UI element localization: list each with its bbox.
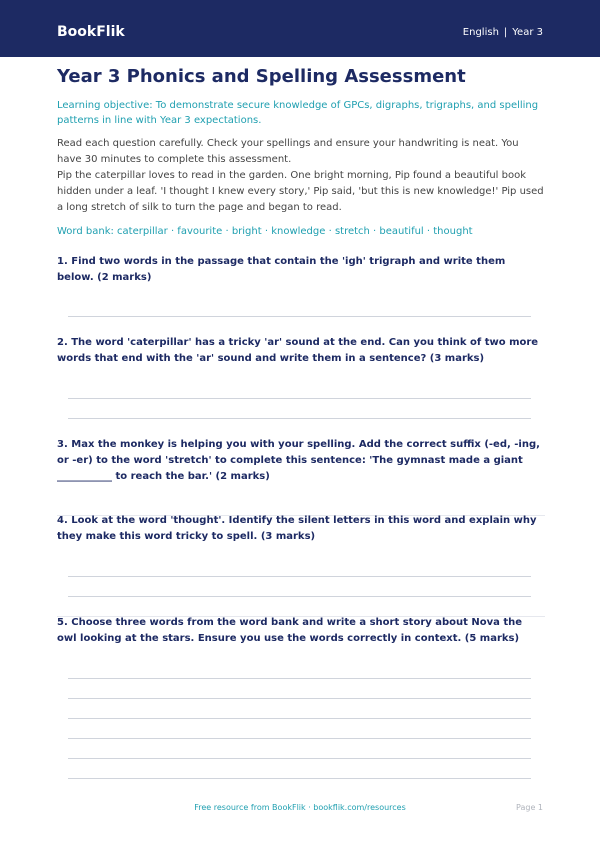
reading-passage: Pip the caterpillar loves to read in the garden. One bright morning, Pip found a beautiful book hidden under a leaf. 'I thought I knew every story,' Pip said, 'but this is new knowledge!' Pip used a long stretch of silk to turn the page and began to read. [57,170,544,213]
answer-line-q5-5[interactable] [68,758,531,759]
header-meta [463,26,543,40]
answer-line-q5-3[interactable] [68,718,531,719]
word-bank: Word bank: caterpillar · favourite · bright · knowledge · stretch · beautiful · thought [57,226,473,237]
answer-line-q5-2[interactable] [68,698,531,699]
question-5: 5. Choose three words from the word bank and write a short story about Nova the owl looking at the stars. Ensure you use the words correctly in context. (5 marks) [57,617,523,644]
footer-link[interactable]: Free resource from BookFlik · bookflik.com/resources [194,803,406,812]
page-title: Year 3 Phonics and Spelling Assessment [57,66,466,87]
year-label: Year 3 [512,27,543,38]
answer-line-q5-4[interactable] [68,738,531,739]
question-2: 2. The word 'caterpillar' has a tricky 'ar' sound at the end. Can you think of two more words that end with the 'ar' sound and write them in a sentence? (3 marks) [57,337,539,364]
question-4: 4. Look at the word 'thought'. Identify the silent letters in this word and explain why they make this word tricky to spell. (3 marks) [57,515,537,542]
answer-line-q5-6[interactable] [68,778,531,779]
page-number: Page 1 [516,803,543,812]
answer-line-q4-2[interactable] [68,596,531,597]
answer-line-q2-1[interactable] [68,398,531,399]
subject-label: English [462,27,499,38]
answer-line-q2-2[interactable] [68,418,531,419]
answer-line-q4-1[interactable] [68,576,531,577]
learning-objective: Learning objective: To demonstrate secure knowledge of GPCs, digraphs, trigraphs, and spelling patterns in line with Year 3 expectations. [57,100,539,126]
answer-line-q1-1[interactable] [68,316,531,317]
question-3: 3. Max the monkey is helping you with your spelling. Add the correct suffix (-ed, -ing, or -er) to the word 'stretch' to complete this sentence: 'The gymnast made a giant ___________ to reach the bar.' (2 marks) [57,439,540,482]
question-1: 1. Find two words in the passage that contain the 'igh' trigraph and write them below. (2 marks) [57,256,506,283]
answer-line-q5-1[interactable] [68,678,531,679]
brand-logo: BookFlik [57,24,125,40]
header-bar [0,0,600,57]
instructions-text: Read each question carefully. Check your spellings and ensure your handwriting is neat. You have 30 minutes to complete this assessment. [57,138,519,165]
meta-separator: | [503,27,508,38]
